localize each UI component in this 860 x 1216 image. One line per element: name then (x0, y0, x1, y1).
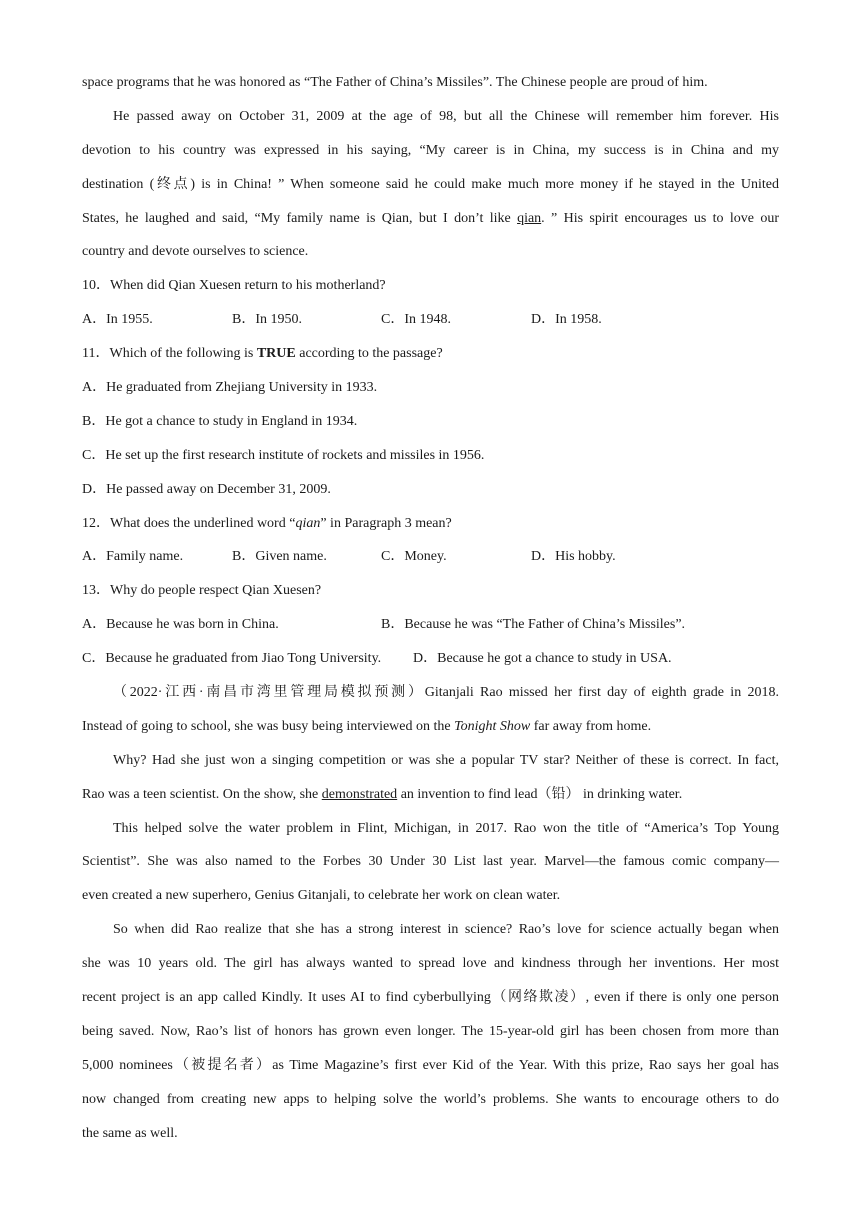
option-a: A．He graduated from Zhejiang University in 1933. (82, 380, 378, 396)
text-span: States, he laughed and said, “My family name is Qian, but I don’t like (82, 210, 518, 226)
passage-line: This helped solve the water problem in Flint, Michigan, in 2017. Rao won the title of “America’s Top Young (113, 820, 779, 836)
text-span: Rao was a teen scientist. On the show, she (82, 786, 322, 802)
passage-line: （2022·江西·南昌市湾里管理局模拟预测）Gitanjali Rao missed her first day of eighth grade in 2018. (113, 685, 779, 701)
option-c: C．In 1948. (381, 312, 451, 328)
bold-word: TRUE (256, 346, 296, 362)
italic-word: qian (295, 515, 321, 531)
text-span: Instead of going to school, she was busy being interviewed on the (82, 718, 455, 734)
option-b: B．Given name. (232, 549, 327, 565)
question-13-options-ab (82, 608, 779, 642)
option-d: D．Because he got a chance to study in USA. (413, 651, 672, 667)
option-a: A．Because he was born in China. (82, 617, 279, 633)
question-10-stem: 10．When did Qian Xuesen return to his motherland? (82, 278, 386, 294)
text-span: according to the passage? (295, 346, 443, 362)
option-b: B．He got a chance to study in England in 1934. (82, 413, 358, 429)
passage-line: the same as well. (82, 1125, 178, 1141)
passage-line: even created a new superhero, Genius Gitanjali, to celebrate her work on clean water. (82, 888, 561, 904)
passage-line: she was 10 years old. The girl has always wanted to spread love and kindness through her inventions. Her most (82, 956, 779, 972)
text-span: . ” His spirit encourages us to love our (541, 210, 779, 226)
text-span: far away from home. (530, 718, 652, 734)
passage-line (82, 710, 779, 744)
passage-line: country and devote ourselves to science. (82, 244, 309, 260)
passage-line: 5,000 nominees（被提名者）as Time Magazine’s first ever Kid of the Year. With this prize, Rao says her goal has (82, 1057, 779, 1073)
passage-line: being saved. Now, Rao’s list of honors has grown even longer. The 15-year-old girl has been chosen from more than (82, 1023, 779, 1039)
option-c: C．He set up the first research institute of rockets and missiles in 1956. (82, 447, 485, 463)
question-12-stem (82, 507, 779, 541)
option-c: C．Because he graduated from Jiao Tong University. (82, 651, 382, 667)
passage-line: destination (终点) is in China! ” When someone said he could make much more money if he stayed in the United (82, 176, 779, 192)
passage-line: Scientist”. She was also named to the Forbes 30 Under 30 List last year. Marvel—the famous comic company— (82, 854, 779, 870)
question-11-stem (82, 337, 779, 371)
option-b: B．In 1950. (232, 312, 302, 328)
passage-line: devotion to his country was expressed in his saying, “My career is in China, my success is in China and my (82, 142, 779, 158)
question-10-options (82, 303, 779, 337)
option-a: A．Family name. (82, 549, 184, 565)
question-13-stem: 13．Why do people respect Qian Xuesen? (82, 583, 322, 599)
text-span: 12．What does the underlined word “ (82, 515, 296, 531)
text-span: an invention to find lead（铅） in drinking water. (397, 786, 683, 802)
italic-title: Tonight Show (454, 718, 531, 734)
passage-line: So when did Rao realize that she has a strong interest in science? Rao’s love for science actually began when (113, 922, 779, 938)
option-c: C．Money. (381, 549, 447, 565)
option-d: D．His hobby. (531, 549, 616, 565)
passage-line (82, 778, 779, 812)
passage-line: space programs that he was honored as “The Father of China’s Missiles”. The Chinese people are proud of him. (82, 75, 708, 90)
option-d: D．In 1958. (531, 312, 602, 328)
document-page (82, 66, 779, 1151)
option-d: D．He passed away on December 31, 2009. (82, 481, 331, 497)
text-span: ” in Paragraph 3 mean? (320, 515, 452, 531)
passage-line: Why? Had she just won a singing competition or was she a popular TV star? Neither of these is correct. In fact, (113, 752, 779, 768)
underlined-word-demonstrated: demonstrated (321, 786, 398, 802)
passage-line: He passed away on October 31, 2009 at the age of 98, but all the Chinese will remember him forever. His (113, 108, 779, 124)
question-13-options-cd (82, 642, 779, 676)
question-12-options (82, 540, 779, 574)
underlined-word-qian: qian (517, 210, 542, 226)
passage-line: recent project is an app called Kindly. It uses AI to find cyberbullying（网络欺凌）, even if there is only one person (82, 990, 779, 1006)
passage-line: now changed from creating new apps to helping solve the world’s problems. She wants to encourage others to do (82, 1091, 779, 1107)
text-span: 11．Which of the following is (82, 346, 257, 362)
option-a: A．In 1955. (82, 312, 153, 328)
passage-line (82, 202, 779, 236)
option-b: B．Because he was “The Father of China’s Missiles”. (381, 617, 686, 633)
